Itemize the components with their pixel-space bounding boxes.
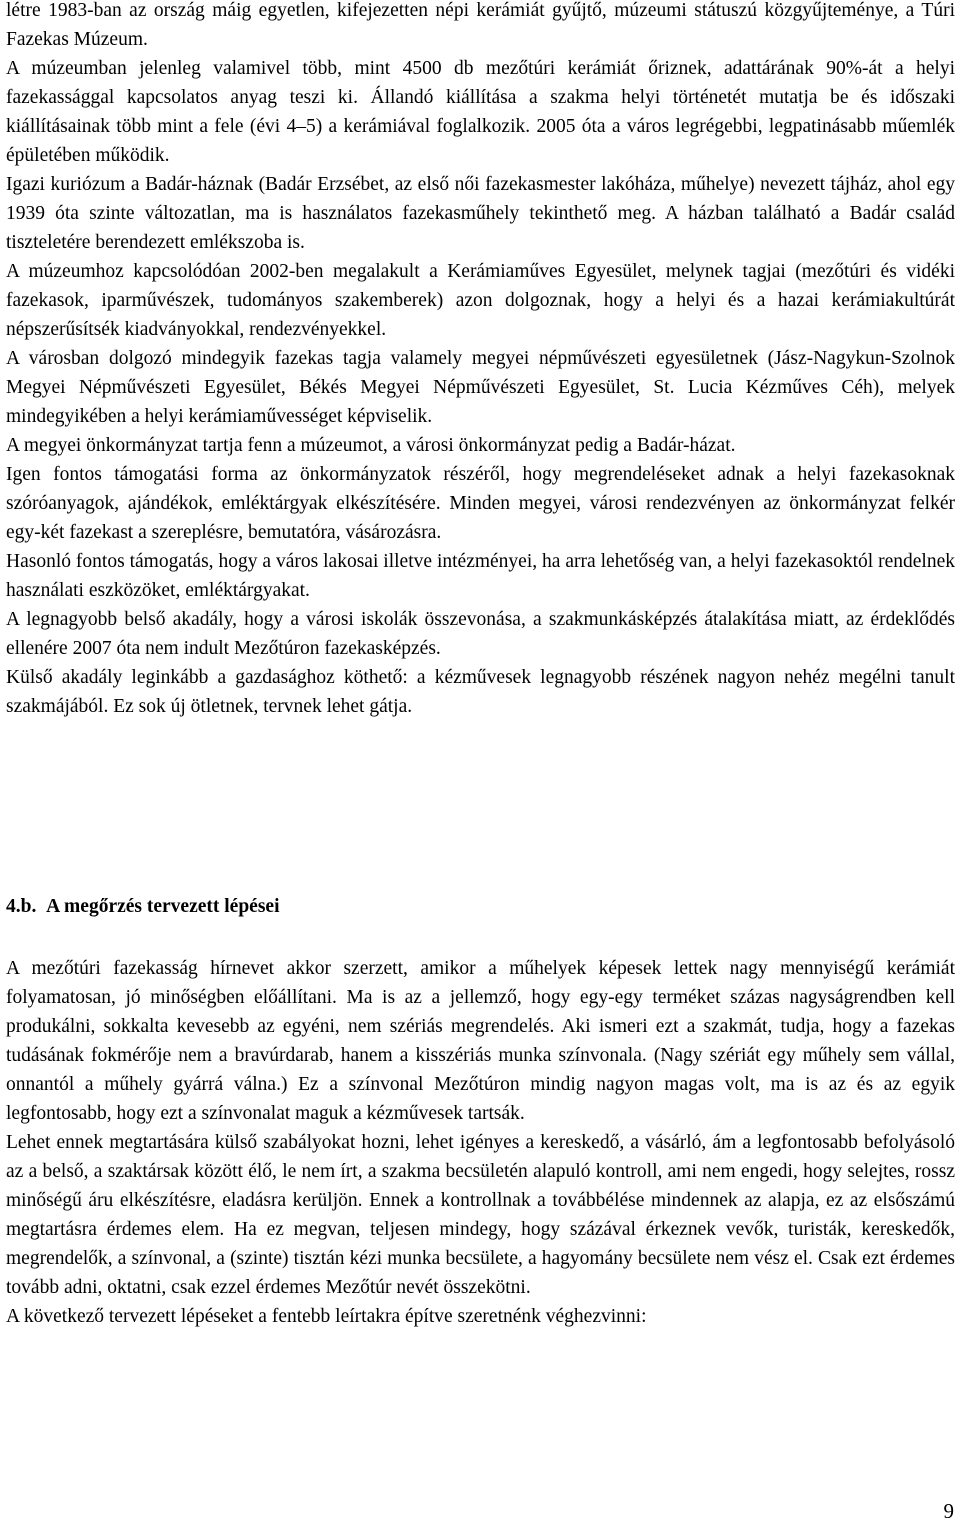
paragraph: A múzeumban jelenleg valamivel több, mint 4500 db mezőtúri kerámiát őriznek, adattárának 90%-át a helyi fazekassággal kapcsolatos anyag teszi ki. Állandó kiállítása a szakma helyi történetét mutatja be és időszaki kiállításainak több mint a fele (évi 4–5) a kerámiával foglalkozik. 2005 óta a város legrégebbi, legpatinásabb műemlék épületében működik. [6,58,955,166]
section-heading-title: A megőrzés tervezett lépései [46,896,280,917]
paragraph: Igen fontos támogatási forma az önkormányzatok részéről, hogy megrendeléseket adnak a helyi fazekasoknak szóróanyagok, ajándékok, emléktárgyak elkészítésére. Minden megyei, városi rendezvényen az önkormányzat felkér egy-két fazekast a szereplésre, bemutatóra, vásározásra. [6,464,955,543]
section-heading [6,892,955,921]
section-4b [6,892,955,1331]
paragraph: A következő tervezett lépéseket a fentebb leírtakra építve szeretnénk véghezvinni: [6,1306,647,1327]
paragraph: A mezőtúri fazekasság hírnevet akkor szerzett, amikor a műhelyek képesek lettek nagy mennyiségű kerámiát folyamatosan, jó minőségben előállítani. Ma is az a jellemző, hogy egy-egy terméket százas nagyságrendben kell produkálni, sokkalta kevesebb az egyéni, nem szériás megrendelés. Aki ismeri ezt a szakmát, tudja, hogy a fazekas tudásának fokmérője nem a bravúrdarab, hanem a kisszériás munka színvonala. (Nagy szériát egy műhely sem vállal, onnantól a műhely gyárrá válna.) Ez a színvonal Mezőtúron mindig nagyon magas volt, ma is az és az egyik legfontosabb, hogy ezt a színvonalat maguk a kézművesek tartsák. [6,958,955,1124]
paragraph: Lehet ennek megtartására külső szabályokat hozni, lehet igényes a kereskedő, a vásárló, ám a legfontosabb befolyásoló az a belső, a szaktársak között élő, le nem írt, a szakma becsületén alapuló kontroll, ami nem engedi, hogy selejtes, rossz minőségű áru elkészítésre, eladásra kerüljön. Ennek a kontrollnak a továbbélése mindennek az alapja, ez az elsőszámú megtartásra érdemes elem. Ha ez megvan, teljesen mindegy, hogy százával érkeznek vevők, turisták, kereskedők, megrendelők, a színvonal, a (szinte) tisztán kézi munka becsülete, a hagyomány becsülete nem vész el. Csak ezt érdemes tovább adni, oktatni, csak ezzel érdemes Mezőtúr nevét összekötni. [6,1132,955,1298]
paragraph: létre 1983-ban az ország máig egyetlen, kifejezetten népi kerámiát gyűjtő, múzeumi státuszú közgyűjteménye, a Túri Fazekas Múzeum. [6,0,955,50]
page-number: 9 [943,1499,954,1523]
paragraph: Igazi kuriózum a Badár-háznak (Badár Erzsébet, az első női fazekasmester lakóháza, műhelye) nevezett tájház, ahol egy 1939 óta szinte változatlan, ma is használatos fazekasműhely tekinthető meg. A házban található a Badár család tiszteletére berendezett emlékszoba is. [6,174,955,253]
section-heading-number: 4.b. [6,896,37,917]
paragraph: A városban dolgozó mindegyik fazekas tagja valamely megyei népművészeti egyesületnek (Jász-Nagykun-Szolnok Megyei Népművészeti Egyesület, Békés Megyei Népművészeti Egyesület, St. Lucia Kézműves Céh), melyek mindegyikében a helyi kerámiaművességet képviselik. [6,348,955,427]
paragraph: A múzeumhoz kapcsolódóan 2002-ben megalakult a Kerámiaműves Egyesület, melynek tagjai (mezőtúri és vidéki fazekasok, iparművészek, tudományos szakemberek) azon dolgoznak, hogy a helyi és a hazai kerámiakultúrát népszerűsítsék kiadványokkal, rendezvényekkel. [6,261,955,340]
paragraph: Hasonló fontos támogatás, hogy a város lakosai illetve intézményei, ha arra lehetőség van, a helyi fazekasoktól rendelnek használati eszközöket, emléktárgyakat. [6,551,955,601]
paragraph: Külső akadály leginkább a gazdasághoz köthető: a kézművesek legnagyobb részének nagyon nehéz megélni tanult szakmájából. Ez sok új ötletnek, tervnek lehet gátja. [6,667,955,717]
paragraph: A legnagyobb belső akadály, hogy a városi iskolák összevonása, a szakmunkásképzés átalakítása miatt, az érdeklődés ellenére 2007 óta nem indult Mezőtúron fazekasképzés. [6,609,955,659]
section-intro-museum [6,0,955,721]
paragraph: A megyei önkormányzat tartja fenn a múzeumot, a városi önkormányzat pedig a Badár-házat. [6,435,736,456]
